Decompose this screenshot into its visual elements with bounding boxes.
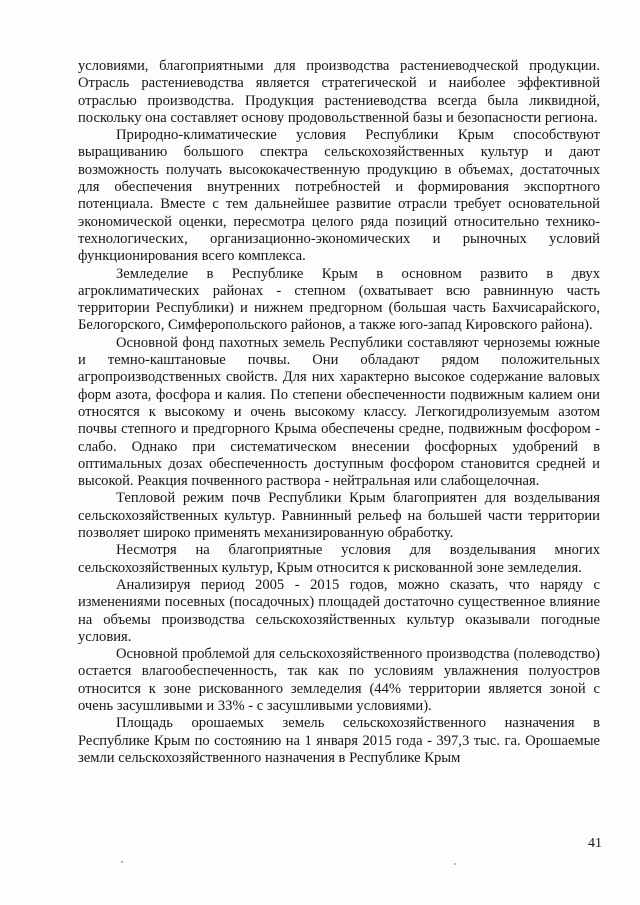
paragraph-climate-conditions: Природно-климатические условия Республики Крым способствуют выращиванию большого спектра сельскохозяйственных культур и дают возможность получать высококачественную продукцию в объемах, достаточных для обеспечения внутренних потребностей и формирования экспортного потенциала. Вместе с тем дальнейшее развитие отрасли требует основательной экономической оценки, пересмотра целого ряда позиций относительно технико-технологических, организационно-экономических и рыночных условий функционирования всего комплекса.: [78, 127, 600, 265]
paragraph-agroclimatic-regions: Земледелие в Республике Крым в основном развито в двух агроклиматических районах - степном (охватывает всю равнинную часть территории Республики) и нижнем предгорном (большая часть Бахчисарайского, Белогорского, Симферопольского районов, а также юго-запад Кировского района).: [78, 265, 600, 334]
paragraph-soil-fund: Основной фонд пахотных земель Республики составляют черноземы южные и темно-каштановые почвы. Они обладают рядом положительных агропроизводственных свойств. Для них характерно высокое содержание валовых форм азота, фосфора и калия. По степени обеспеченности подвижным калием они относятся к высокому и очень высокому классу. Легкогидролизуемым азотом почвы степного и предгорного Крыма обеспечены средне, подвижным фосфором - слабо. Однако при систематическом внесении фосфорных удобрений в оптимальных дозах обеспеченность доступным фосфором становится средней и высокой. Реакция почвенного раствора - нейтральная или слабощелочная.: [78, 334, 600, 490]
paragraph-period-analysis: Анализируя период 2005 - 2015 годов, можно сказать, что наряду с изменениями посевных (посадочных) площадей достаточно существенное влияние на объемы производства сельскохозяйственных культур оказывали погодные условия.: [78, 576, 600, 645]
paragraph-thermal-regime: Тепловой режим почв Республики Крым благоприятен для возделывания сельскохозяйственных культур. Равнинный рельеф на большей части территории позволяет широко применять механизированную обработку.: [78, 490, 600, 542]
paragraph-continuation: условиями, благоприятными для производства растениеводческой продукции. Отрасль растениеводства является стратегической и наиболее эффективной отраслью производства. Продукция растениеводства всегда была ликвидной, поскольку она составляет основу продовольственной базы и безопасности региона.: [78, 58, 600, 126]
scan-speck: [121, 861, 123, 863]
page-number: 41: [588, 836, 602, 851]
paragraph-risk-zone: Несмотря на благоприятные условия для возделывания многих сельскохозяйственных культур, Крым относится к рискованной зоне земледелия.: [78, 542, 600, 576]
document-body: [78, 58, 600, 767]
paragraph-moisture-problem: Основной проблемой для сельскохозяйственного производства (полеводство) остается влагообеспеченность, так как по условиям увлажнения полуостров относится к зоне рискованного земледелия (44% территории является зоной с очень засушливыми и 33% - с засушливыми условиями).: [78, 646, 600, 714]
paragraph-irrigated-area: Площадь орошаемых земель сельскохозяйственного назначения в Республике Крым по состоянию на 1 января 2015 года - 397,3 тыс. га. Орошаемые земли сельскохозяйственного назначения в Республике Крым: [78, 715, 600, 766]
scan-speck: [454, 863, 456, 865]
